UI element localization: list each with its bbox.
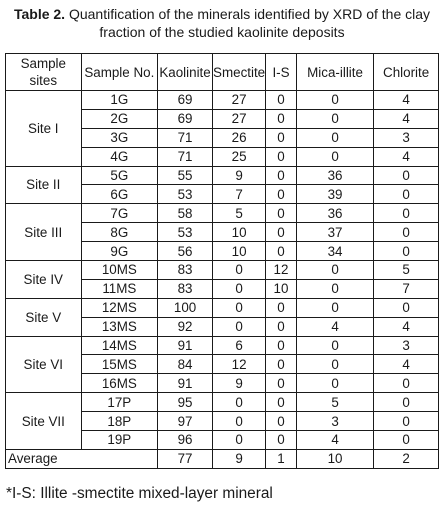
value-cell: 0 [266,431,297,450]
value-cell: 0 [266,109,297,128]
column-header: I-S [266,54,297,91]
value-cell: 0 [266,242,297,261]
sample-cell: 2G [81,109,158,128]
value-cell: 27 [213,109,266,128]
value-cell: 3 [374,128,439,147]
footnote: *I-S: Illite -smectite mixed-layer mineral [6,485,273,502]
average-label: Average [6,449,158,468]
sample-cell: 12MS [81,298,158,317]
value-cell: 0 [213,393,266,412]
value-cell: 95 [158,393,213,412]
value-cell: 0 [296,109,373,128]
value-cell: 27 [213,91,266,110]
value-cell: 0 [266,204,297,223]
header-row [6,54,439,91]
value-cell: 4 [374,91,439,110]
value-cell: 39 [296,185,373,204]
table-row [6,91,439,110]
table-header [6,54,439,91]
value-cell: 0 [296,336,373,355]
sample-cell: 19P [81,431,158,450]
site-cell: Site III [6,204,82,261]
value-cell: 0 [266,412,297,431]
value-cell: 0 [296,128,373,147]
column-header: Sample sites [6,54,82,91]
value-cell: 4 [374,109,439,128]
value-cell: 0 [374,374,439,393]
value-cell: 0 [296,279,373,298]
value-cell: 36 [296,166,373,185]
column-header: Mica-illite [296,54,373,91]
value-cell: 9 [213,166,266,185]
site-cell: Site V [6,298,82,336]
value-cell: 5 [374,261,439,280]
value-cell: 0 [296,261,373,280]
value-cell: 0 [296,374,373,393]
value-cell: 69 [158,91,213,110]
site-cell: Site II [6,166,82,204]
average-row [6,449,439,468]
table-row [6,261,439,280]
value-cell: 0 [266,91,297,110]
value-cell: 53 [158,185,213,204]
sample-cell: 8G [81,223,158,242]
sample-cell: 15MS [81,355,158,374]
sample-cell: 16MS [81,374,158,393]
value-cell: 0 [296,147,373,166]
caption-line-2: fraction of the studied kaolinite deposits [99,24,345,40]
value-cell: 0 [266,185,297,204]
value-cell: 96 [158,431,213,450]
sample-cell: 5G [81,166,158,185]
sample-cell: 1G [81,91,158,110]
value-cell: 0 [213,317,266,336]
caption-text-1: Quantification of the minerals identified by XRD of the clay [68,6,431,22]
value-cell: 0 [266,393,297,412]
value-cell: 3 [374,336,439,355]
value-cell: 7 [374,279,439,298]
value-cell: 0 [374,204,439,223]
value-cell: 0 [213,298,266,317]
value-cell: 0 [374,412,439,431]
value-cell: 0 [296,91,373,110]
value-cell: 84 [158,355,213,374]
value-cell: 4 [374,147,439,166]
average-value: 10 [296,449,373,468]
value-cell: 92 [158,317,213,336]
value-cell: 83 [158,279,213,298]
column-header: Chlorite [374,54,439,91]
value-cell: 0 [266,298,297,317]
sample-cell: 14MS [81,336,158,355]
sample-cell: 10MS [81,261,158,280]
value-cell: 0 [213,431,266,450]
sample-cell: 4G [81,147,158,166]
value-cell: 0 [374,185,439,204]
value-cell: 83 [158,261,213,280]
value-cell: 0 [374,393,439,412]
sample-cell: 9G [81,242,158,261]
average-value: 77 [158,449,213,468]
value-cell: 4 [296,317,373,336]
caption-line-1 [6,5,438,23]
average-value: 2 [374,449,439,468]
value-cell: 25 [213,147,266,166]
sample-cell: 11MS [81,279,158,298]
value-cell: 9 [213,374,266,393]
table-row [6,393,439,412]
value-cell: 12 [213,355,266,374]
value-cell: 6 [213,336,266,355]
value-cell: 97 [158,412,213,431]
site-cell: Site VII [6,393,82,450]
value-cell: 0 [266,374,297,393]
value-cell: 4 [296,431,373,450]
site-cell: Site IV [6,261,82,299]
value-cell: 0 [266,128,297,147]
value-cell: 4 [374,355,439,374]
sample-cell: 7G [81,204,158,223]
value-cell: 0 [374,223,439,242]
table-body [6,91,439,469]
site-cell: Site I [6,91,82,167]
average-value: 1 [266,449,297,468]
value-cell: 0 [213,412,266,431]
value-cell: 34 [296,242,373,261]
value-cell: 7 [213,185,266,204]
column-header: Kaolinite [158,54,213,91]
value-cell: 71 [158,128,213,147]
value-cell: 0 [374,298,439,317]
sample-cell: 3G [81,128,158,147]
caption-label: Table 2. [13,6,66,22]
table-row [6,166,439,185]
value-cell: 0 [266,355,297,374]
value-cell: 3 [296,412,373,431]
average-value: 9 [213,449,266,468]
value-cell: 0 [266,223,297,242]
value-cell: 0 [213,261,266,280]
value-cell: 36 [296,204,373,223]
value-cell: 10 [266,279,297,298]
value-cell: 58 [158,204,213,223]
value-cell: 4 [374,317,439,336]
minerals-table [5,53,439,469]
value-cell: 56 [158,242,213,261]
value-cell: 0 [266,317,297,336]
value-cell: 71 [158,147,213,166]
value-cell: 12 [266,261,297,280]
value-cell: 0 [296,298,373,317]
value-cell: 91 [158,336,213,355]
table-row [6,336,439,355]
value-cell: 37 [296,223,373,242]
sample-cell: 6G [81,185,158,204]
value-cell: 5 [213,204,266,223]
table-caption [6,5,438,41]
table-row [6,298,439,317]
value-cell: 91 [158,374,213,393]
value-cell: 0 [213,279,266,298]
value-cell: 0 [266,336,297,355]
column-header: Sample No. [81,54,158,91]
value-cell: 53 [158,223,213,242]
value-cell: 0 [374,242,439,261]
value-cell: 55 [158,166,213,185]
table-row [6,204,439,223]
value-cell: 0 [266,147,297,166]
site-cell: Site VI [6,336,82,393]
value-cell: 100 [158,298,213,317]
value-cell: 0 [296,355,373,374]
column-header: Smectite [213,54,266,91]
value-cell: 0 [266,166,297,185]
sample-cell: 17P [81,393,158,412]
sample-cell: 18P [81,412,158,431]
value-cell: 0 [374,431,439,450]
value-cell: 10 [213,223,266,242]
sample-cell: 13MS [81,317,158,336]
value-cell: 5 [296,393,373,412]
value-cell: 10 [213,242,266,261]
value-cell: 69 [158,109,213,128]
value-cell: 0 [374,166,439,185]
value-cell: 26 [213,128,266,147]
